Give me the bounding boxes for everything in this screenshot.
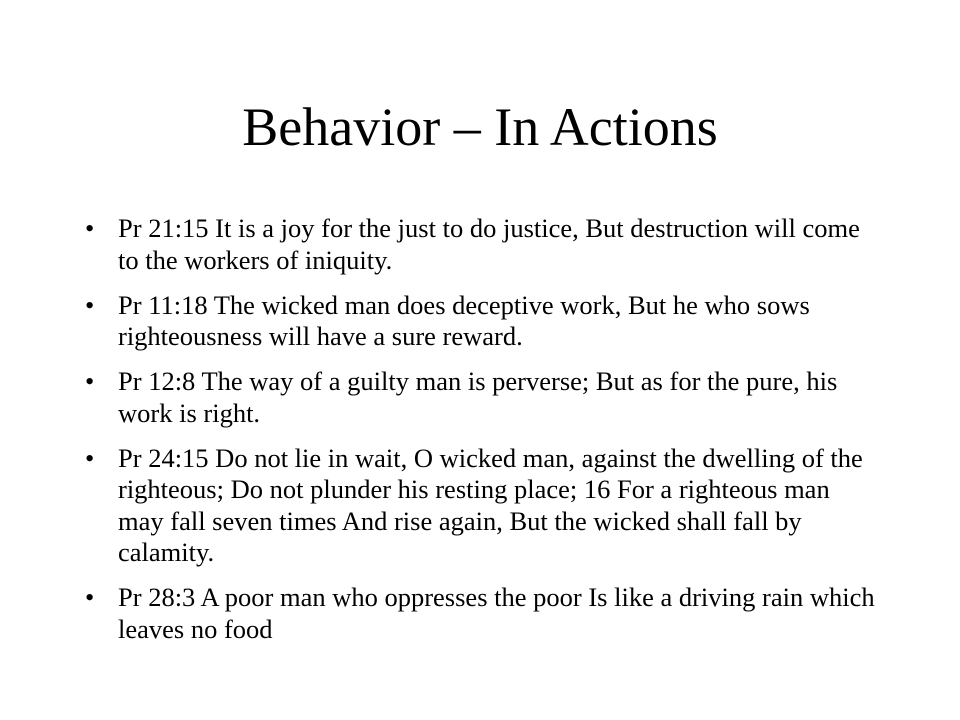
bullet-item [85,290,875,353]
bullet-text: Pr 12:8 The way of a guilty man is perverse; But as for the pure, his work is right. [118,366,838,428]
bullet-marker: • [85,442,95,473]
slide-title: Behavior – In Actions [242,97,718,157]
bullet-text: Pr 24:15 Do not lie in wait, O wicked man, against the dwelling of the righteous; Do not plunder his resting place; 16 For a righteous man may fall seven times And rise again, But the wicked shall fall by calamity. [118,442,863,567]
bullet-text: Pr 11:18 The wicked man does deceptive work, But he who sows righteousness will have a sure reward. [118,289,810,351]
bullet-item [85,582,875,645]
bullet-item [85,443,875,569]
bullet-item [85,213,875,276]
bullet-marker: • [85,213,95,243]
bullet-text: Pr 21:15 It is a joy for the just to do justice, But destruction will come to the workers of iniquity. [118,213,860,275]
bullet-marker: • [85,366,95,396]
bullet-text: Pr 28:3 A poor man who oppresses the poor Is like a driving rain which leaves no food [118,582,875,644]
bullet-item [85,366,875,429]
bullet-marker: • [85,582,95,612]
bullet-marker: • [85,289,95,320]
bullet-list [85,213,875,659]
